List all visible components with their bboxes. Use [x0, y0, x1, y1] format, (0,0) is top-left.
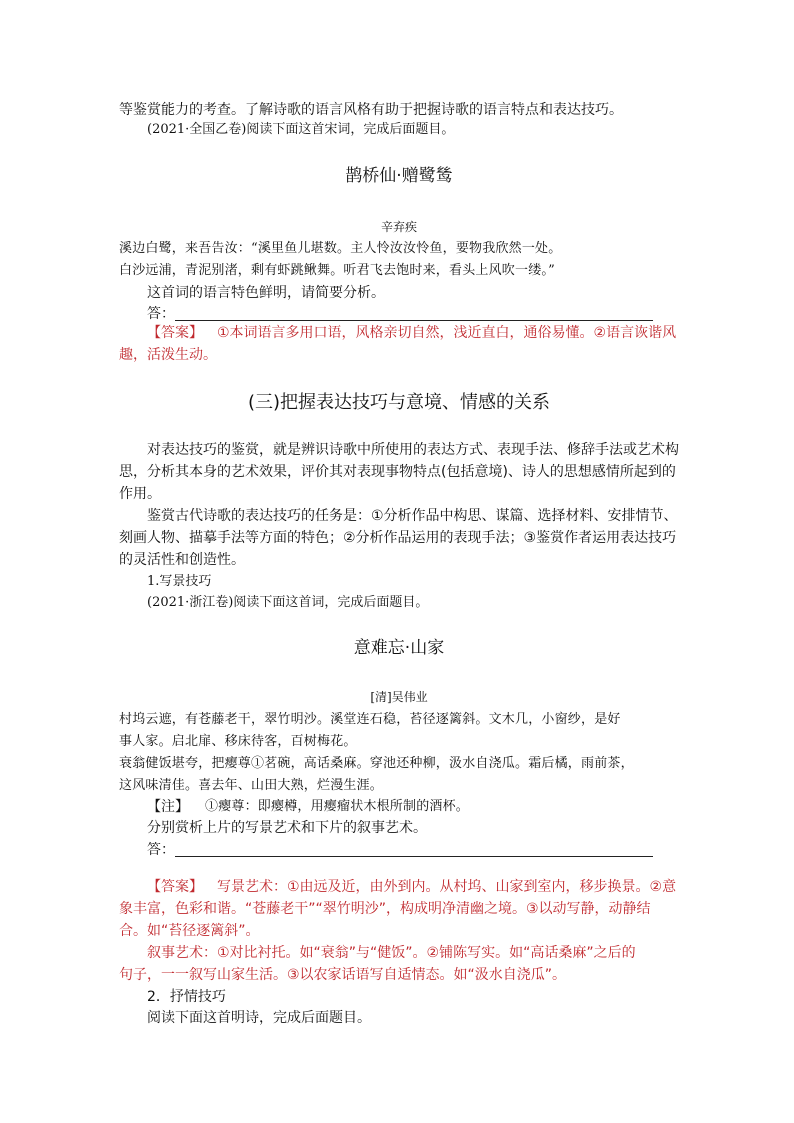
poem2-answer-line-2: 象丰富，色彩和谐。“苍藤老干”“翠竹明沙”，构成明净清幽之境。③以动写静，动静结 [119, 901, 651, 917]
poem2-line-2: 事人家。启北扉、移床待客，百树梅花。 [119, 734, 357, 749]
poem1-line-1: 溪边白鹭，来吾告汝：“溪里鱼儿堪数。主人怜汝汝怜鱼，要物我欣然一处。 [119, 241, 562, 256]
poem2-author: [清]吴伟业 [370, 690, 428, 704]
section3-para2-line-3: 的灵活性和创造性。 [119, 552, 245, 568]
section3-para1-line-3: 作用。 [119, 486, 161, 502]
poem2-answer-prompt: 答： [147, 842, 175, 858]
poem1-question: 这首词的语言特色鲜明，请简要分析。 [147, 285, 385, 301]
poem2-source: (2021·浙江卷)阅读下面这首词，完成后面题目。 [147, 595, 429, 610]
poem2-note-label: 【注】 [147, 799, 189, 815]
poem1-line-2: 白沙远浦，青泥别渚，剩有虾跳鳅舞。听君飞去饱时来，看头上风吹一缕。” [119, 263, 555, 278]
poem2-answer-line-5: 句子，一一叙写山家生活。③以农家话语写自适情态。如“汲水自浇瓜”。 [119, 967, 567, 983]
poem2-answer-label: 【答案】 [147, 879, 203, 895]
poem1-answer-line-1: ①本词语言多用口语，风格亲切自然，浅近直白，通俗易懂。②语言诙谐风 [217, 325, 677, 341]
poem2-note-text: ①瘿尊：即瘿樽，用瘿瘤状木根所制的酒杯。 [205, 799, 470, 814]
subheading-scenery: 1.写景技巧 [147, 574, 212, 589]
section3-heading: (三)把握表达技巧与意境、情感的关系 [247, 392, 551, 413]
poem1-author: 辛弃疾 [380, 220, 417, 234]
poem1-answer-label: 【答案】 [147, 325, 203, 341]
poem1-answer-line [175, 320, 653, 321]
poem2-answer-line-3: 合。如“苔径逐篱斜”。 [119, 923, 260, 939]
poem1-answer-line-2: 趣，活泼生动。 [119, 347, 217, 363]
poem1-title: 鹊桥仙·赠鹭鸶 [345, 166, 453, 186]
poem2-line-1: 村坞云遮，有苍藤老干，翠竹明沙。溪堂连石稳，苔径逐篱斜。文木几，小窗纱，是好 [119, 712, 621, 727]
poem2-line-4: 这风味清佳。喜去年、山田大熟，烂漫生涯。 [119, 778, 384, 793]
section3-para2-line-2: 刻画人物、描摹手法等方面的特色；②分析作品运用的表现手法；③鉴赏作者运用表达技巧 [119, 530, 677, 546]
poem2-title: 意难忘·山家 [353, 638, 445, 658]
section3-para1-line-1: 对表达技巧的鉴赏，就是辨识诗歌中所使用的表达方式、表现手法、修辞手法或艺术构 [147, 442, 679, 458]
section3-para1-line-2: 思，分析其本身的艺术效果，评价其对表现事物特点(包括意境)、诗人的思想感情所起到的 [119, 464, 676, 480]
poem2-answer-line [175, 856, 653, 857]
poem2-question: 分别赏析上片的写景艺术和下片的叙事艺术。 [147, 820, 427, 836]
intro-line-1: 等鉴赏能力的考查。了解诗歌的语言风格有助于把握诗歌的语言特点和表达技巧。 [119, 102, 623, 118]
poem2-answer-line-4: 叙事艺术：①对比衬托。如“衰翁”与“健饭”。②铺陈写实。如“高话桑麻”之后的 [147, 945, 636, 961]
poem1-answer-prompt: 答： [147, 306, 175, 322]
poem2-answer-line-1: 写景艺术：①由远及近，由外到内。从村坞、山家到室内，移步换景。②意 [217, 879, 677, 895]
intro-source: (2021·全国乙卷)阅读下面这首宋词，完成后面题目。 [147, 122, 455, 137]
subheading-lyric: 2．抒情技巧 [147, 989, 226, 1005]
poem3-source: 阅读下面这首明诗，完成后面题目。 [147, 1010, 371, 1026]
section3-para2-line-1: 鉴赏古代诗歌的表达技巧的任务是：①分析作品中构思、谋篇、选择材料、安排情节、 [147, 508, 678, 524]
poem2-line-3: 衰翁健饭堪夸，把瘿尊①茗碗，高话桑麻。穿池还种柳，汲水自浇瓜。霜后橘，雨前茶， [119, 756, 634, 771]
